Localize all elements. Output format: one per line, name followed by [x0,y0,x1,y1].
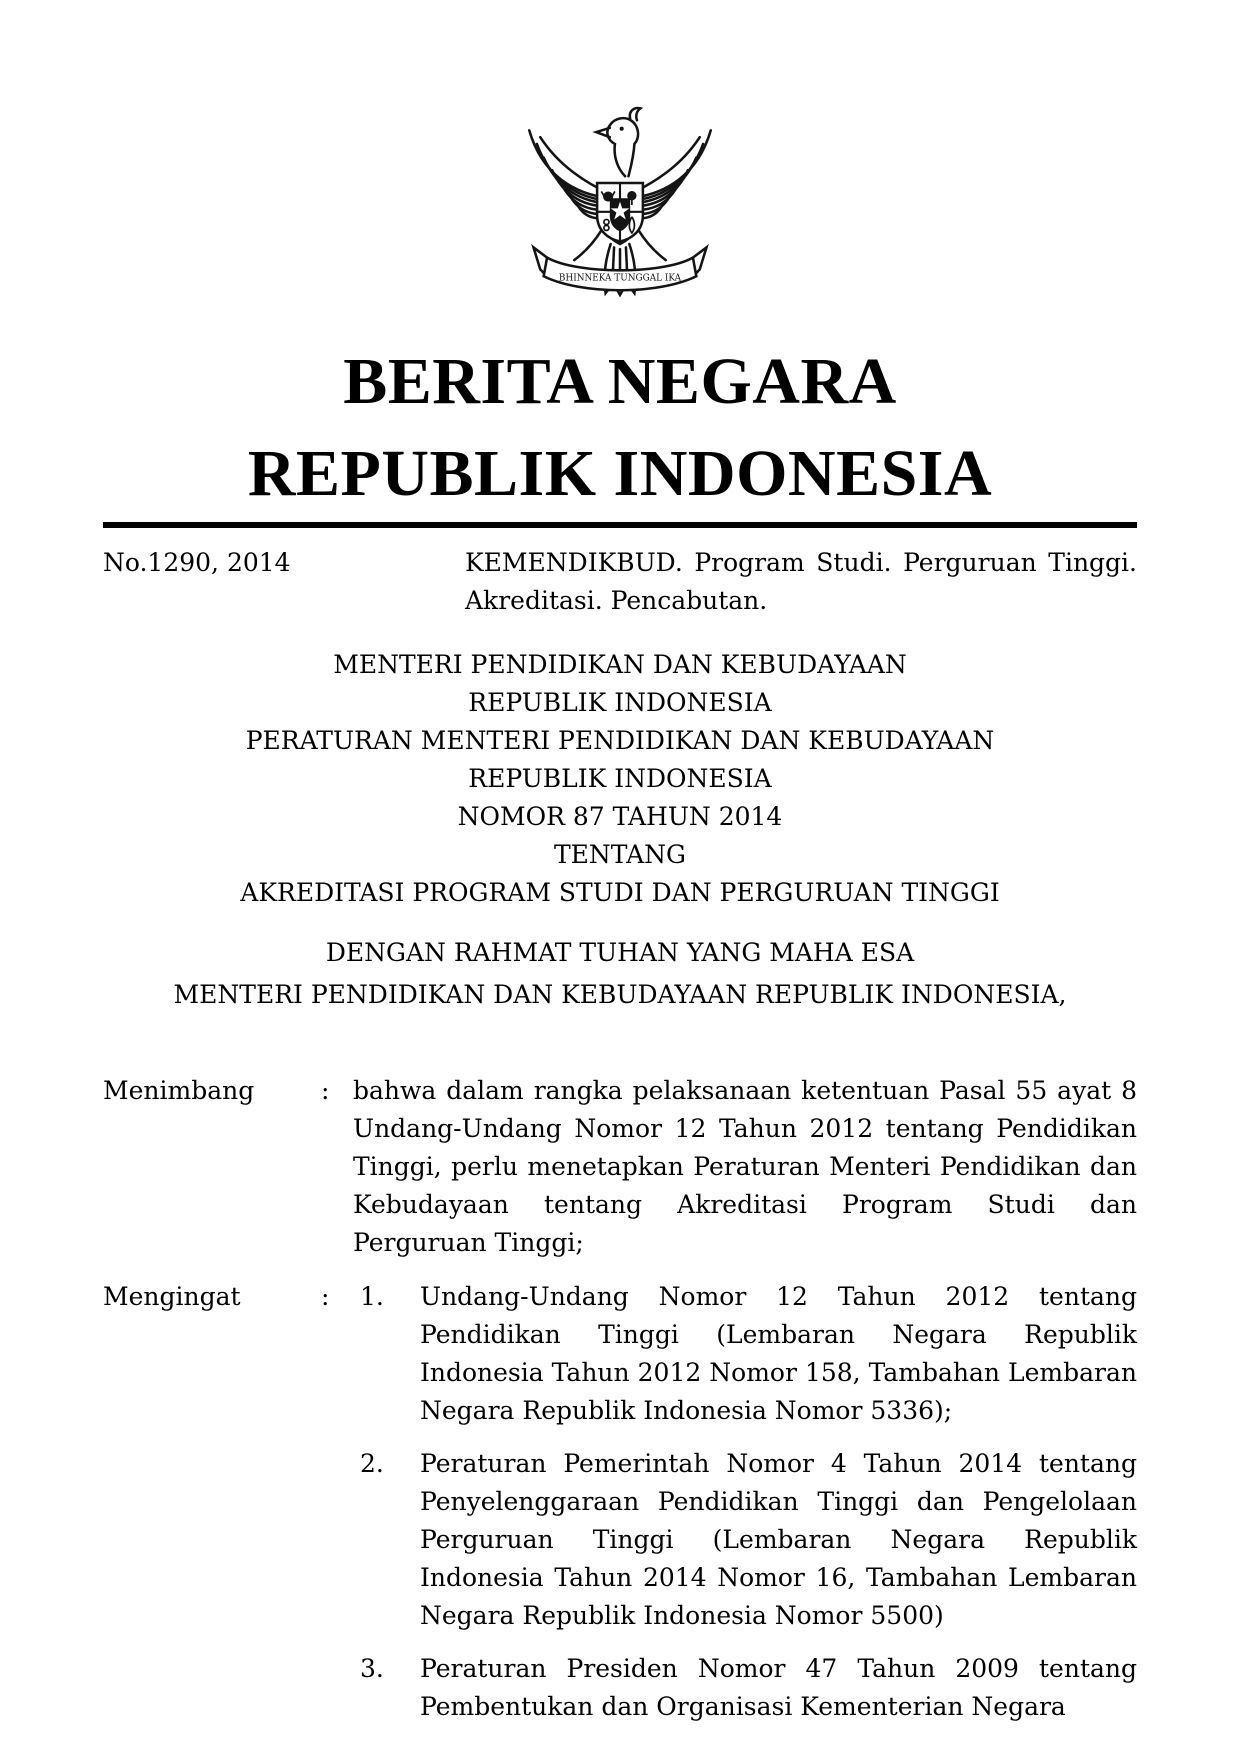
garuda-pancasila-emblem [518,88,722,300]
considering-section [103,1072,1137,1262]
issue-number: No.1290, 2014 [103,548,291,577]
heading-number: NOMOR 87 TAHUN 2014 [457,802,783,831]
emblem-container [103,88,1137,300]
considering-text: bahwa dalam rangka pelaksanaan ketentuan Pasal 55 ayat 8 Undang-Undang Nomor 12 Tahun 2012 tentang Pendidikan Tinggi, perlu menetapkan Peraturan Menteri Pendidikan dan Kebudayaan tentang Akreditasi Program Studi dan Perguruan Tinggi; [353,1076,1137,1257]
gazette-info-row [103,544,1137,620]
motto-text: BHINNEKA TUNGGAL IKA [558,273,682,284]
legal-basis-item [353,1445,1137,1635]
invocation-line: DENGAN RAHMAT TUHAN YANG MAHA ESA [325,938,915,967]
considering-colon: : [321,1076,330,1105]
heading-title: AKREDITASI PROGRAM STUDI DAN PERGURUAN TINGGI [240,878,1000,907]
regulation-heading [103,646,1137,912]
legal-basis-item [353,1650,1137,1726]
authority-line: MENTERI PENDIDIKAN DAN KEBUDAYAAN REPUBLIK INDONESIA, [173,980,1067,1009]
heading-republic-2: REPUBLIK INDONESIA [468,764,772,793]
legal-basis-section [103,1278,1137,1726]
masthead-rule [103,522,1137,528]
item-text: Undang-Undang Nomor 12 Tahun 2012 tentang Pendidikan Tinggi (Lembaran Negara Republik Indonesia Tahun 2012 Nomor 158, Tambahan Lembaran Negara Republik Indonesia Nomor 5336); [420,1282,1137,1425]
heading-minister: MENTERI PENDIDIKAN DAN KEBUDAYAAN [333,650,907,679]
subject-abstract: KEMENDIKBUD. Program Studi. Perguruan Tinggi. Akreditasi. Pencabutan. [465,548,1137,615]
masthead-line1: BERITA NEGARA [343,345,897,418]
item-text: Peraturan Presiden Nomor 47 Tahun 2009 tentang Pembentukan dan Organisasi Kementerian Negara [420,1654,1137,1721]
legal-basis-colon: : [321,1282,330,1311]
legal-basis-item [353,1278,1137,1430]
item-text: Peraturan Pemerintah Nomor 4 Tahun 2014 tentang Penyelenggaraan Pendidikan Tinggi dan Pengelolaan Perguruan Tinggi (Lembaran Negara Republik Indonesia Tahun 2014 Nomor 16, Tambahan Lembaran Negara Republik Indonesia Nomor 5500) [420,1449,1137,1630]
legal-basis-label: Mengingat [103,1282,241,1311]
eagle-eye-icon [620,127,624,131]
item-number: 1. [360,1282,384,1311]
item-number: 3. [360,1654,384,1683]
heading-regulation: PERATURAN MENTERI PENDIDIKAN DAN KEBUDAYAAN [245,726,995,755]
item-number: 2. [360,1449,384,1478]
masthead [103,336,1137,520]
heading-republic-1: REPUBLIK INDONESIA [468,688,772,717]
pancasila-shield-icon [597,183,643,242]
heading-tentang: TENTANG [553,840,686,869]
considering-label: Menimbang [103,1076,255,1105]
preamble-sections [103,1072,1137,1726]
masthead-line2: REPUBLIK INDONESIA [247,437,993,510]
eagle-head-icon [596,108,640,176]
